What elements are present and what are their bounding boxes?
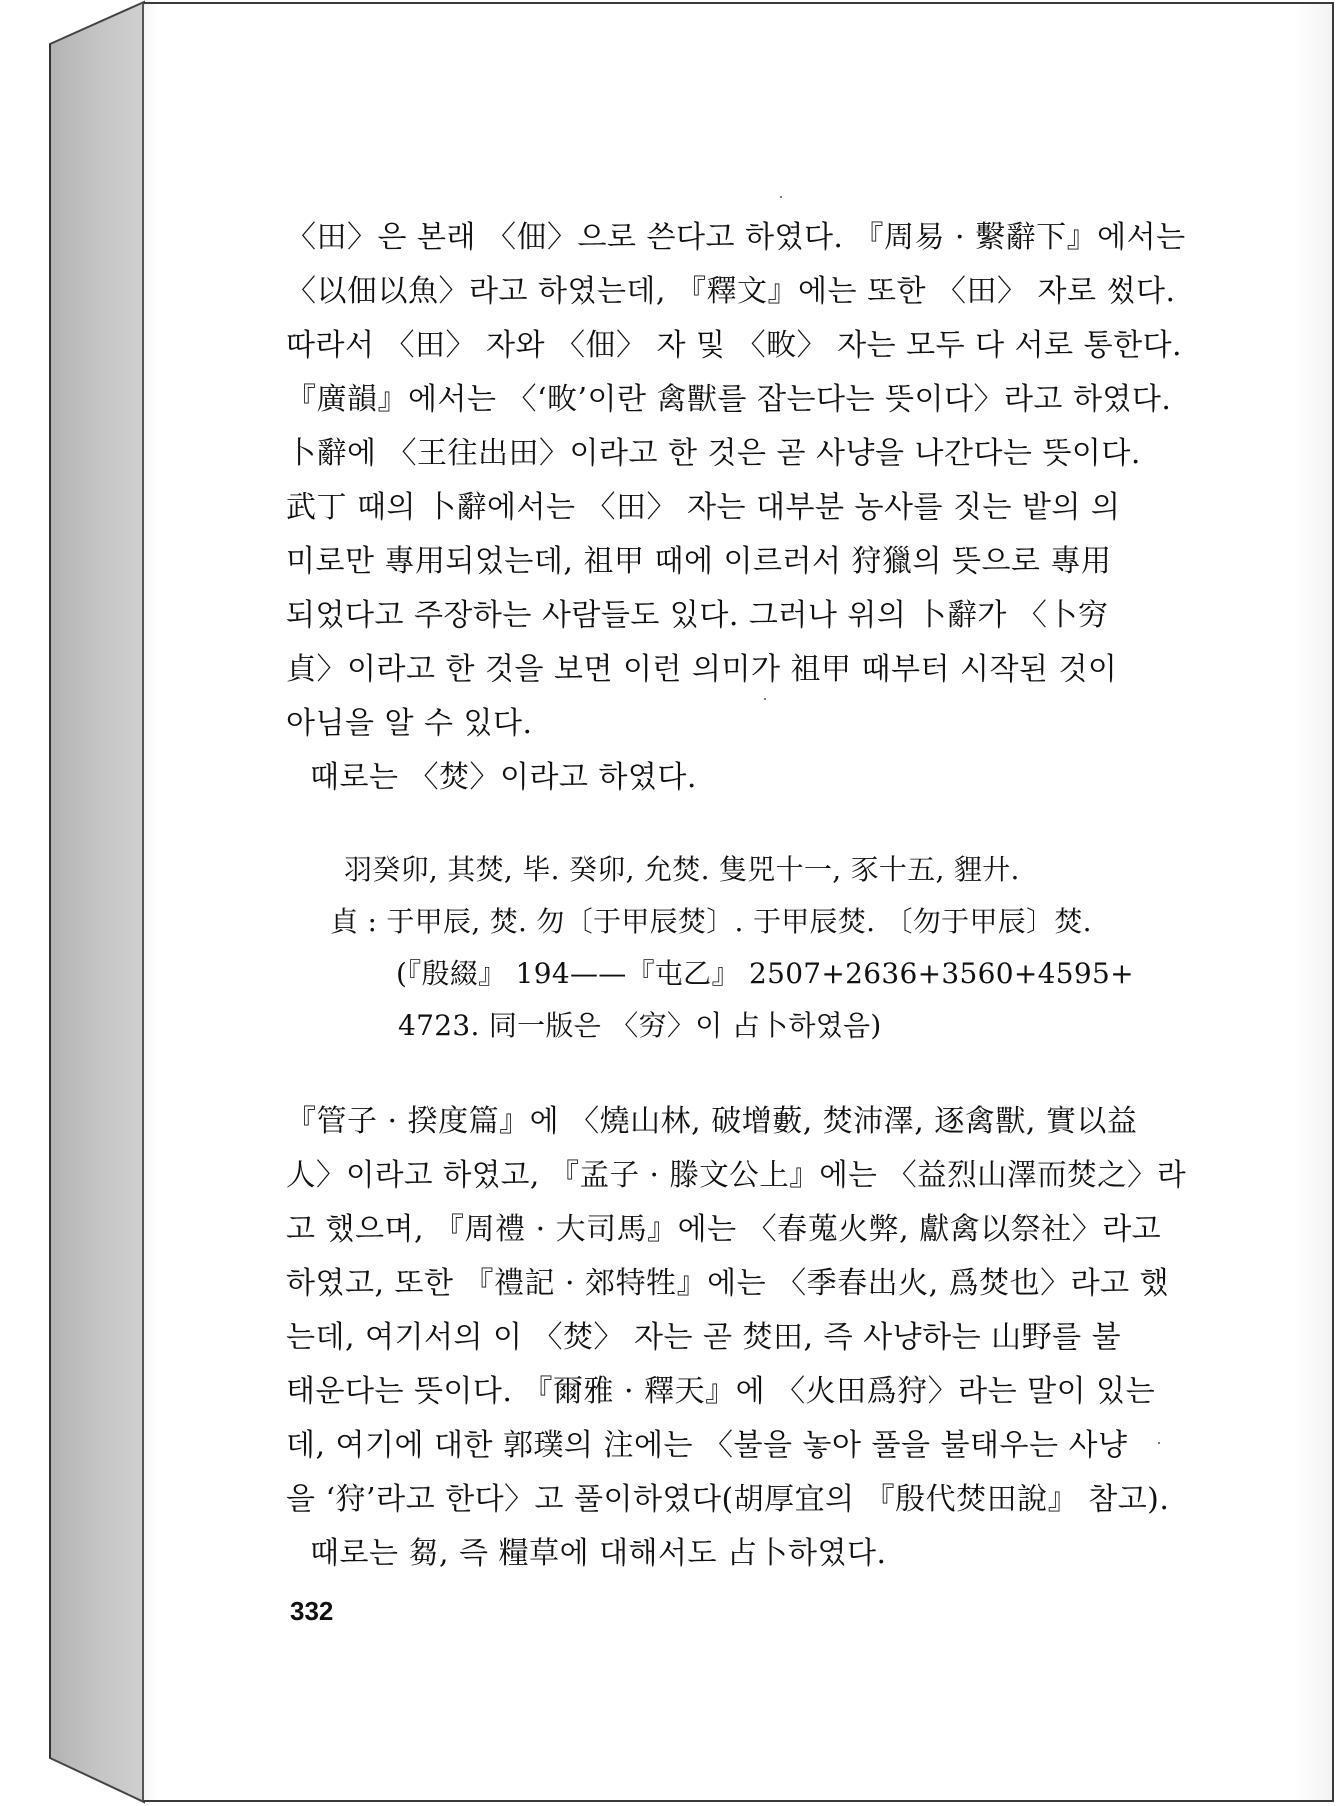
text-line: 하였고, 또한 『禮記 · 郊特牲』에는 〈季春出火, 爲焚也〉라고 했 xyxy=(286,1266,1170,1301)
text-line: 때로는 〈焚〉이라고 하였다. xyxy=(310,760,697,795)
text-line: 되었다고 주장하는 사람들도 있다. 그러나 위의 卜辭가 〈卜穷 xyxy=(286,598,1109,633)
text-line: 고 했으며, 『周禮 · 大司馬』에는 〈春蒐火弊, 獻禽以祭社〉라고 xyxy=(286,1212,1162,1247)
text-line: 을 ‘狩’라고 한다〉고 풀이하였다(胡厚宜의 『殷代焚田說』 참고). xyxy=(286,1482,1170,1517)
page-number: 332 xyxy=(290,1596,334,1626)
quote-line: 4723. 同一版은 〈穷〉이 占卜하였음) xyxy=(398,1009,882,1042)
text-line: 卜辭에 〈王往出田〉이라고 한 것은 곧 사냥을 나간다는 뜻이다. xyxy=(286,436,1141,471)
text-line: 아님을 알 수 있다. xyxy=(286,706,533,741)
text-line: 태운다는 뜻이다. 『爾雅 · 釋天』에 〈火田爲狩〉라는 말이 있는 xyxy=(286,1374,1156,1409)
print-speck xyxy=(1158,1442,1160,1444)
text-line: 〈田〉은 본래 〈佃〉으로 쓴다고 하였다. 『周易 · 繫辭下』에서는 xyxy=(286,220,1186,255)
quote-line: 羽癸卯, 其焚, 毕. 癸卯, 允焚. 隻兕十一, 豕十五, 貍廾. xyxy=(344,853,1020,886)
quote-line: 貞 : 于甲辰, 焚. 勿〔于甲辰焚〕. 于甲辰焚. 〔勿于甲辰〕焚. xyxy=(330,905,1092,938)
text-line: 『管子 · 揆度篇』에 〈燒山林, 破增藪, 焚沛澤, 逐禽獸, 實以益 xyxy=(286,1104,1138,1139)
text-line: 때로는 芻, 즉 糧草에 대해서도 占卜하였다. xyxy=(310,1536,887,1571)
text-line: 는데, 여기서의 이 〈焚〉 자는 곧 焚田, 즉 사냥하는 山野를 불 xyxy=(286,1320,1122,1355)
text-line: 貞〉이라고 한 것을 보면 이런 의미가 祖甲 때부터 시작된 것이 xyxy=(286,652,1118,687)
text-line: 〈以佃以魚〉라고 하였는데, 『釋文』에는 또한 〈田〉 자로 썼다. xyxy=(286,274,1176,309)
quote-line: (『殷綴』 194——『屯乙』 2507+2636+3560+4595+ xyxy=(396,957,1134,990)
print-speck xyxy=(780,196,782,198)
text-line: 데, 여기에 대한 郭璞의 注에는 〈불을 놓아 풀을 불태우는 사냥 xyxy=(286,1428,1128,1463)
text-line: 따라서 〈田〉 자와 〈佃〉 자 및 〈畋〉 자는 모두 다 서로 통한다. xyxy=(286,328,1183,363)
text-line: 『廣韻』에서는 〈‘畋’이란 禽獸를 잡는다는 뜻이다〉라고 하였다. xyxy=(286,382,1172,417)
text-line: 武丁 때의 卜辭에서는 〈田〉 자는 대부분 농사를 짓는 밭의 의 xyxy=(286,490,1121,525)
print-speck xyxy=(764,698,766,700)
text-line: 人〉이라고 하였고, 『孟子 · 滕文公上』에는 〈益烈山澤而焚之〉라 xyxy=(286,1158,1187,1193)
text-line: 미로만 專用되었는데, 祖甲 때에 이르러서 狩獵의 뜻으로 專用 xyxy=(286,544,1112,579)
